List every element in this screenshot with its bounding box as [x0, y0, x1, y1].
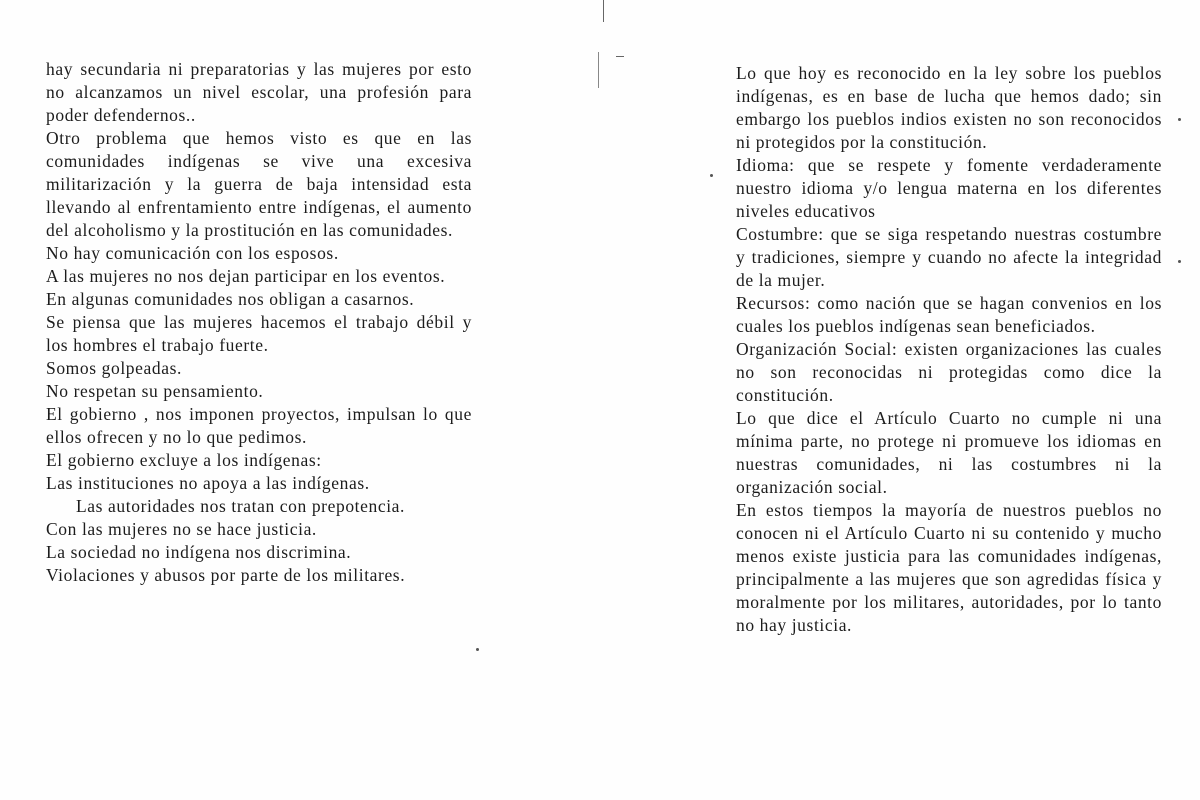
- gutter-dash: [616, 56, 624, 57]
- paragraph: Somos golpeadas.: [46, 358, 182, 378]
- speck: [1178, 260, 1181, 263]
- paragraph: Costumbre: que se siga respetando nuestras costumbre y tradiciones, siempre y cuando no afecte la integridad de la mujer.: [736, 224, 1162, 290]
- paragraph: En estos tiempos la mayoría de nuestros pueblos no conocen ni el Artículo Cuarto ni su contenido y mucho menos existe justicia para las comunidades indígenas, principalmente a las mujeres que son agredidas física y moralmente por los militares, autoridades, por lo tanto no hay justicia.: [736, 500, 1162, 635]
- speck: [710, 174, 713, 177]
- paragraph: Las instituciones no apoya a las indígenas.: [46, 473, 370, 493]
- paragraph: Las autoridades nos tratan con prepotencia.: [76, 496, 406, 516]
- paragraph: Se piensa que las mujeres hacemos el trabajo débil y los hombres el trabajo fuerte.: [46, 312, 472, 355]
- paragraph: hay secundaria ni preparatorias y las mujeres por esto no alcanzamos un nivel escolar, una profesión para poder defendernos..: [46, 59, 472, 125]
- paragraph: Violaciones y abusos por parte de los militares.: [46, 565, 406, 585]
- paragraph: El gobierno excluye a los indígenas:: [46, 450, 322, 470]
- paragraph: Organización Social: existen organizaciones las cuales no son reconocidas ni protegidas como dice la constitución.: [736, 339, 1162, 405]
- speck: [476, 648, 479, 651]
- paragraph: Recursos: como nación que se hagan convenios en los cuales los pueblos indígenas sean beneficiados.: [736, 293, 1162, 336]
- paragraph: No respetan su pensamiento.: [46, 381, 264, 401]
- left-page-text: [46, 58, 472, 587]
- gutter-bar: [598, 52, 599, 88]
- gutter-mark: [603, 0, 604, 22]
- speck: [1178, 118, 1181, 121]
- paragraph: Lo que dice el Artículo Cuarto no cumple ni una mínima parte, no protege ni promueve los idiomas en nuestras comunidades, ni las costumbres ni la organización social.: [736, 408, 1162, 497]
- paragraph: No hay comunicación con los esposos.: [46, 243, 339, 263]
- right-page-text: [736, 62, 1162, 637]
- paragraph: La sociedad no indígena nos discrimina.: [46, 542, 352, 562]
- paragraph: Idioma: que se respete y fomente verdaderamente nuestro idioma y/o lengua materna en los diferentes niveles educativos: [736, 155, 1162, 221]
- paragraph: Otro problema que hemos visto es que en las comunidades indígenas se vive una excesiva militarización y la guerra de baja intensidad esta llevando al enfrentamiento entre indígenas, el aumento del alcoholismo y la prostitución en las comunidades.: [46, 128, 472, 240]
- paragraph: A las mujeres no nos dejan participar en los eventos.: [46, 266, 446, 286]
- paragraph: En algunas comunidades nos obligan a casarnos.: [46, 289, 415, 309]
- paragraph: El gobierno , nos imponen proyectos, impulsan lo que ellos ofrecen y no lo que pedimos.: [46, 404, 472, 447]
- paragraph: Con las mujeres no se hace justicia.: [46, 519, 317, 539]
- paragraph: Lo que hoy es reconocido en la ley sobre los pueblos indígenas, es en base de lucha que hemos dado; sin embargo los pueblos indios existen no son reconocidos ni protegidos por la constitución.: [736, 63, 1162, 152]
